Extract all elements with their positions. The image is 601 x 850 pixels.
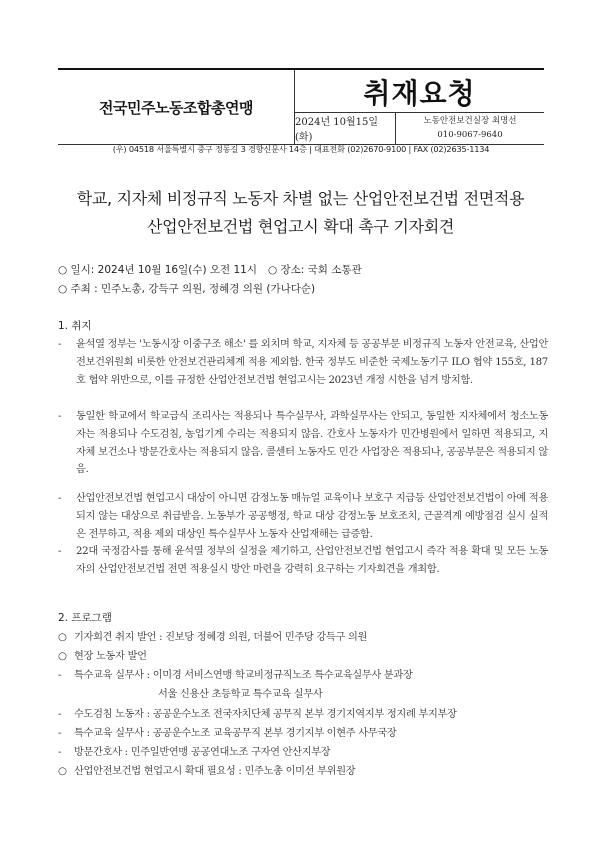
section-2-title: 2. 프로그램: [58, 612, 112, 624]
purpose-text-4: 22대 국정감사를 통해 윤석열 정부의 실정을 제기하고, 산업안전보건법 현업고시 즉각 적용 확대 및 모든 노동자의 산업안전보건법 전면 적용실시 방안 마련을 강력히 요구하는 기자회견을 개최함.: [76, 546, 548, 575]
program-item: [58, 705, 457, 720]
program-item: [58, 666, 413, 681]
info-host: ○ 주최 : 민주노총, 강득구 의원, 정혜경 의원 (가나다순): [58, 283, 316, 295]
dash-bullet-icon: -: [58, 728, 62, 739]
bullet-dash-icon: -: [58, 339, 62, 350]
program-text: 수도검침 노동자 : 공공운수노조 전국자치단체 공무직 본부 경기지역지부 정지례 부지부장: [74, 709, 457, 720]
dash-bullet-icon: -: [58, 709, 62, 720]
bullet-dash-icon: -: [58, 493, 62, 504]
bullet-dash-icon: -: [58, 546, 62, 557]
program-text: 방문간호사 : 민주일반연맹 공공연대노조 구자연 안산지부장: [74, 747, 331, 758]
program-item: [58, 647, 147, 662]
headline-line-1: 학교, 지자체 비정규직 노동자 차별 없는 산업안전보건법 전면적용: [76, 189, 525, 208]
info-place: ○ 장소: 국회 소통관: [268, 264, 362, 276]
program-item: [58, 743, 330, 758]
doc-info-cell: [295, 70, 544, 144]
circle-bullet-icon: ○: [58, 632, 67, 643]
contact-person: 노동안전보건실장 최명선: [423, 116, 517, 126]
bullet-dash-icon: -: [58, 411, 62, 422]
purpose-text-3: 산업안전보건법 현업고시 대상이 아니면 감정노동 매뉴얼 교육이나 보호구 지급등 산업안전보건법이 아예 적용되지 않는 대상으로 취급받음. 노동부가 공공행정, 학교 대상 감정노동 보호조치, 근골격계 예방점검 실시 실적은 전무하고, 적용 제외 대상인 특수실무사 노동자 산업재해는 급증함.: [76, 493, 548, 540]
purpose-bullet-2: [58, 408, 548, 479]
program-item: [58, 724, 396, 739]
program-text: 산업안전보건법 현업고시 확대 필요성 : 민주노총 이미선 부위원장: [74, 766, 356, 777]
organization-cell: [58, 70, 295, 144]
dash-bullet-icon: -: [58, 747, 62, 758]
program-text: 특수교육 실무사 : 공공운수노조 교육공무직 본부 경기지부 이현주 사무국장: [74, 728, 397, 739]
purpose-bullet-3: [58, 490, 548, 543]
program-item: [58, 762, 355, 777]
doc-date: 2024년 10월15일(화): [295, 112, 396, 144]
program-text: 현장 노동자 발언: [74, 651, 147, 662]
contact-info: [396, 114, 544, 142]
address-line: (우) 04518 서울특별시 중구 정동길 3 경향신문사 14층 | 대표전화 (02)2670-9100 | FAX (02)2635-1134: [112, 144, 490, 154]
purpose-bullet-1: [58, 336, 548, 389]
headline-line-2: 산업안전보건법 현업고시 확대 촉구 기자회견: [146, 217, 455, 236]
contact-phone: 010-9067-9640: [437, 130, 503, 140]
info-datetime: ○ 일시: 2024년 10월 16일(수) 오전 11시: [58, 264, 258, 276]
purpose-text-2: 동일한 학교에서 학교급식 조리사는 적용되나 특수실무사, 과학실무사는 안되고, 동일한 지자체에서 청소노동자는 적용되나 수도검침, 농업기계 수리는 적용되지 않음. 간호사 노동자가 민간병원에서 일하면 적용되고, 지자체 보건소나 방문간호사는 적용되지 않음. 콜센터 노동자도 민간 사업장은 적용되나, 공공부문은 적용되지 않음.: [76, 411, 548, 476]
organization-name: 전국민주노동조합총연맹: [99, 98, 253, 117]
program-text: 기자회견 취지 발언 : 진보당 정혜경 의원, 더불어 민주당 강득구 의원: [74, 632, 368, 643]
purpose-bullet-4: [58, 543, 548, 579]
program-text: 특수교육 실무사 : 이미경 서비스연맹 학교비정규직노조 특수교육실무사 분과장: [74, 670, 413, 681]
letterhead: [58, 68, 544, 145]
circle-bullet-icon: ○: [58, 766, 67, 777]
doc-type-title: 취재요청: [295, 72, 544, 113]
section-1-title: 1. 취지: [58, 320, 92, 332]
circle-bullet-icon: ○: [58, 651, 67, 662]
purpose-text-1: 윤석열 정부는 '노동시장 이중구조 해소' 를 외치며 학교, 지자체 등 공공부문 비정규직 노동자 안전교육, 산업안전보건위원회 비롯한 안전보건관리체계 적용 제외함. 한국 정부도 비준한 국제노동기구 ILO 협약 155호, 187호 협약 위반으로, 이를 규정한 산업안전보건법 현업고시는 2023년 개정 시한을 넘겨 방치함.: [76, 339, 548, 386]
program-item-continuation: 서울 신용산 초등학교 특수교육 실무사: [158, 689, 323, 700]
dash-bullet-icon: -: [58, 670, 62, 681]
program-item: [58, 628, 367, 643]
